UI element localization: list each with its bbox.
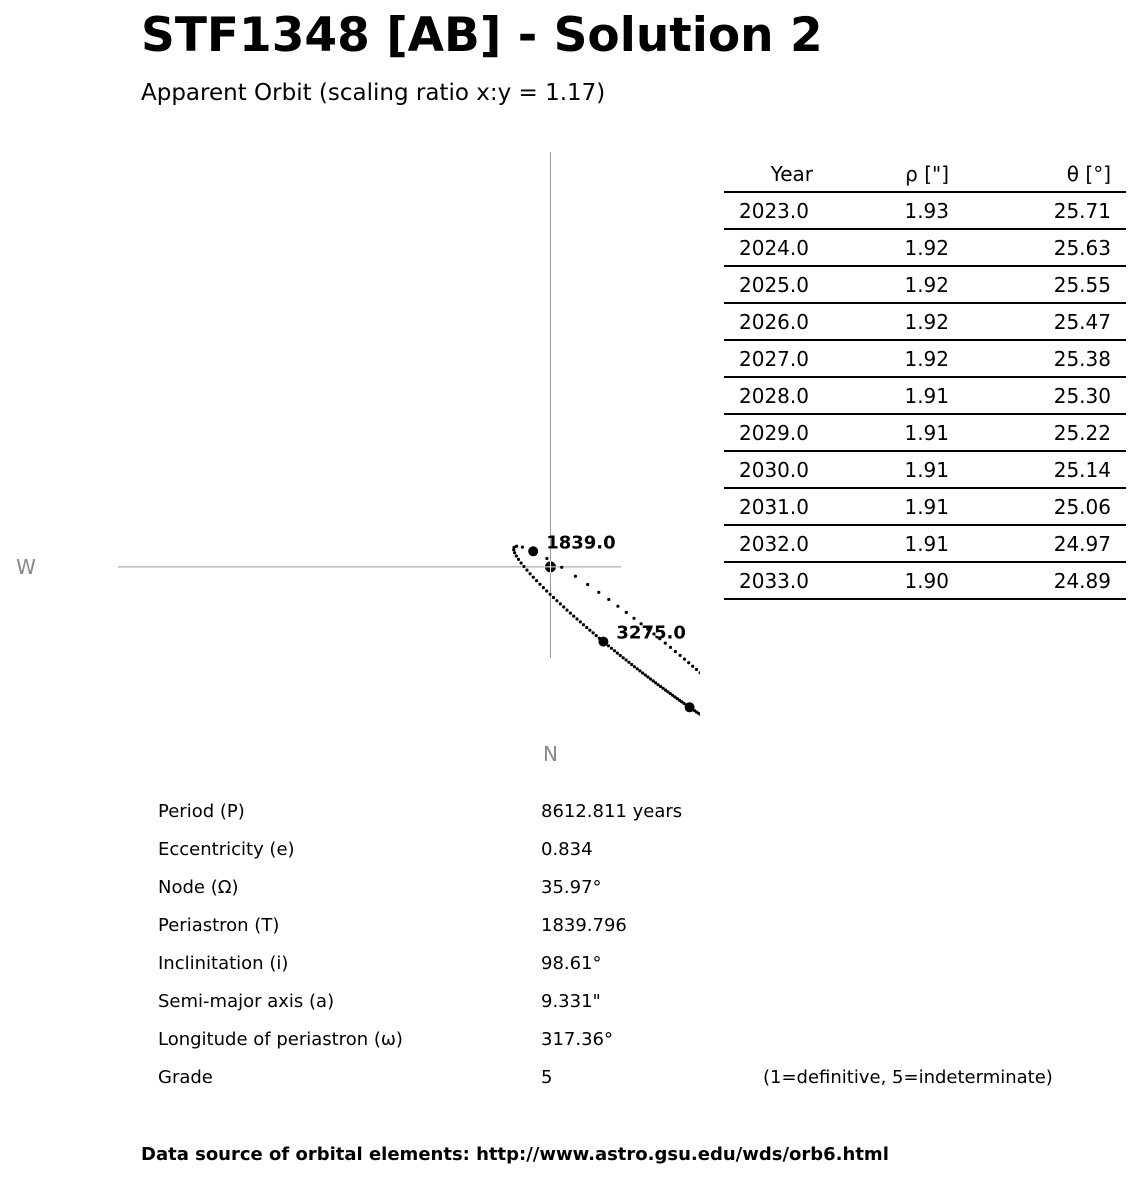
orbit-point	[579, 620, 582, 623]
orbit-point	[559, 602, 562, 605]
element-value: 35.97°	[541, 877, 602, 898]
element-label: Longitude of periastron (ω)	[158, 1029, 403, 1050]
element-label: Semi-major axis (a)	[158, 991, 335, 1012]
orbit-point	[625, 611, 628, 614]
orbit-point	[538, 583, 541, 586]
element-value: 5	[541, 1067, 553, 1088]
orbit-point	[522, 565, 525, 568]
cell-theta: 25.55	[964, 266, 1126, 303]
orbit-point	[632, 617, 635, 620]
cell-rho: 1.91	[828, 488, 964, 525]
orbit-point	[535, 579, 538, 582]
table-row	[724, 525, 1126, 562]
element-value: 9.331"	[541, 991, 601, 1012]
cell-rho: 1.91	[828, 451, 964, 488]
element-row-period	[158, 797, 1118, 835]
orbit-point	[616, 652, 619, 655]
element-row-periastron	[158, 911, 1118, 949]
orbit-point	[674, 650, 677, 653]
orbit-point	[520, 561, 523, 564]
orbit-point	[574, 575, 577, 578]
table-row	[724, 377, 1126, 414]
element-value: 8612.811 years	[541, 801, 683, 822]
orbit-point	[586, 583, 589, 586]
cell-theta: 25.14	[964, 451, 1126, 488]
epoch-label: 3275.0	[616, 622, 686, 644]
cell-rho: 1.90	[828, 562, 964, 599]
element-row-node	[158, 873, 1118, 911]
table-row	[724, 266, 1126, 303]
orbit-point	[633, 665, 636, 668]
orbit-point	[636, 667, 639, 670]
orbit-point	[560, 566, 563, 569]
orbit-point	[691, 665, 694, 668]
orbit-point	[630, 663, 633, 666]
table-row	[724, 451, 1126, 488]
orbit-point	[513, 551, 516, 554]
cell-rho: 1.92	[828, 229, 964, 266]
column-header-rho: ρ ["]	[828, 156, 964, 192]
orbit-point	[695, 668, 698, 671]
cell-year: 2028.0	[724, 377, 828, 414]
cell-year: 2025.0	[724, 266, 828, 303]
element-value: 0.834	[541, 839, 593, 860]
orbit-point	[622, 656, 625, 659]
cell-theta: 25.22	[964, 414, 1126, 451]
cell-theta: 24.97	[964, 525, 1126, 562]
cell-year: 2031.0	[724, 488, 828, 525]
cell-year: 2024.0	[724, 229, 828, 266]
orbit-point	[542, 586, 545, 589]
table-row	[724, 414, 1126, 451]
table-row	[724, 229, 1126, 266]
orbit-point	[529, 572, 532, 575]
orbit-point	[565, 609, 568, 612]
orbit-point	[525, 569, 528, 572]
orbit-point	[597, 591, 600, 594]
orbit-point	[555, 599, 558, 602]
cell-rho: 1.92	[828, 340, 964, 377]
orbit-point	[549, 593, 552, 596]
orbit-point	[649, 677, 652, 680]
cell-rho: 1.92	[828, 266, 964, 303]
orbit-point	[521, 546, 524, 549]
orbit-point	[625, 658, 628, 661]
element-row-eccentricity	[158, 835, 1118, 873]
orbit-plot	[0, 140, 700, 780]
element-row-semi-major-axis	[158, 987, 1118, 1025]
cell-theta: 25.71	[964, 192, 1126, 229]
cell-year: 2026.0	[724, 303, 828, 340]
column-header-year: Year	[724, 156, 828, 192]
ephemeris-header-row	[724, 156, 1126, 192]
north-axis-label: N	[542, 742, 558, 766]
orbit-point	[517, 558, 520, 561]
element-label: Inclinitation (i)	[158, 953, 289, 974]
orbit-point	[545, 589, 548, 592]
orbit-point	[572, 615, 575, 618]
orbit-point	[699, 671, 700, 674]
orbit-point	[613, 649, 616, 652]
element-value: 1839.796	[541, 915, 627, 936]
cell-year: 2032.0	[724, 525, 828, 562]
orbit-point	[512, 548, 515, 551]
data-source-note: Data source of orbital elements: http://www.astro.gsu.edu/wds/orb6.html	[141, 1144, 889, 1165]
orbit-point	[627, 661, 630, 664]
epoch-marker	[685, 702, 695, 712]
orbit-point	[619, 654, 622, 657]
epoch-marker	[528, 546, 538, 556]
orbit-point	[588, 629, 591, 632]
cell-year: 2033.0	[724, 562, 828, 599]
element-label: Periastron (T)	[158, 915, 280, 936]
orbit-point	[641, 671, 644, 674]
orbit-point	[595, 634, 598, 637]
orbit-point	[545, 557, 548, 560]
cell-rho: 1.93	[828, 192, 964, 229]
orbit-point	[607, 598, 610, 601]
chart-title: STF1348 [AB] - Solution 2	[141, 8, 823, 63]
orbit-point	[679, 654, 682, 657]
table-row	[724, 192, 1126, 229]
table-row	[724, 340, 1126, 377]
orbit-point	[638, 669, 641, 672]
cell-rho: 1.91	[828, 414, 964, 451]
cell-year: 2023.0	[724, 192, 828, 229]
grade-note: (1=definitive, 5=indeterminate)	[763, 1067, 1053, 1088]
orbit-point	[562, 605, 565, 608]
orbit-point	[644, 673, 647, 676]
cell-theta: 24.89	[964, 562, 1126, 599]
cell-year: 2029.0	[724, 414, 828, 451]
ephemeris-table	[724, 156, 1126, 600]
orbit-point	[687, 661, 690, 664]
table-row	[724, 488, 1126, 525]
column-header-theta: θ [°]	[964, 156, 1126, 192]
element-label: Node (Ω)	[158, 877, 239, 898]
element-label: Eccentricity (e)	[158, 839, 295, 860]
cell-year: 2030.0	[724, 451, 828, 488]
cell-rho: 1.91	[828, 525, 964, 562]
element-row-grade	[158, 1063, 1118, 1101]
element-value: 98.61°	[541, 953, 602, 974]
cell-theta: 25.63	[964, 229, 1126, 266]
orbit-point	[592, 631, 595, 634]
table-row	[724, 562, 1126, 599]
epoch-marker	[598, 637, 608, 647]
orbit-point	[646, 675, 649, 678]
element-label: Grade	[158, 1067, 213, 1088]
orbit-point	[532, 576, 535, 579]
orbit-point	[569, 612, 572, 615]
element-value: 317.36°	[541, 1029, 613, 1050]
epoch-label: 1839.0	[546, 532, 616, 554]
cell-theta: 25.30	[964, 377, 1126, 414]
orbit-point	[616, 605, 619, 608]
orbit-point	[582, 623, 585, 626]
cell-theta: 25.47	[964, 303, 1126, 340]
element-row-inclination	[158, 949, 1118, 987]
element-label: Period (P)	[158, 801, 245, 822]
cell-theta: 25.38	[964, 340, 1126, 377]
cell-rho: 1.91	[828, 377, 964, 414]
west-axis-label: W	[16, 554, 36, 579]
cell-year: 2027.0	[724, 340, 828, 377]
chart-subtitle: Apparent Orbit (scaling ratio x:y = 1.17)	[141, 80, 606, 106]
element-row-longitude-periastron	[158, 1025, 1118, 1063]
orbit-point	[515, 554, 518, 557]
orbit-point	[610, 647, 613, 650]
table-row	[724, 303, 1126, 340]
orbit-point	[585, 626, 588, 629]
cell-rho: 1.92	[828, 303, 964, 340]
orbit-point	[683, 658, 686, 661]
orbit-point	[552, 596, 555, 599]
orbital-elements	[158, 797, 1118, 1101]
orbit-point	[575, 617, 578, 620]
orbit-point	[607, 644, 610, 647]
orbit-point	[669, 646, 672, 649]
cell-theta: 25.06	[964, 488, 1126, 525]
